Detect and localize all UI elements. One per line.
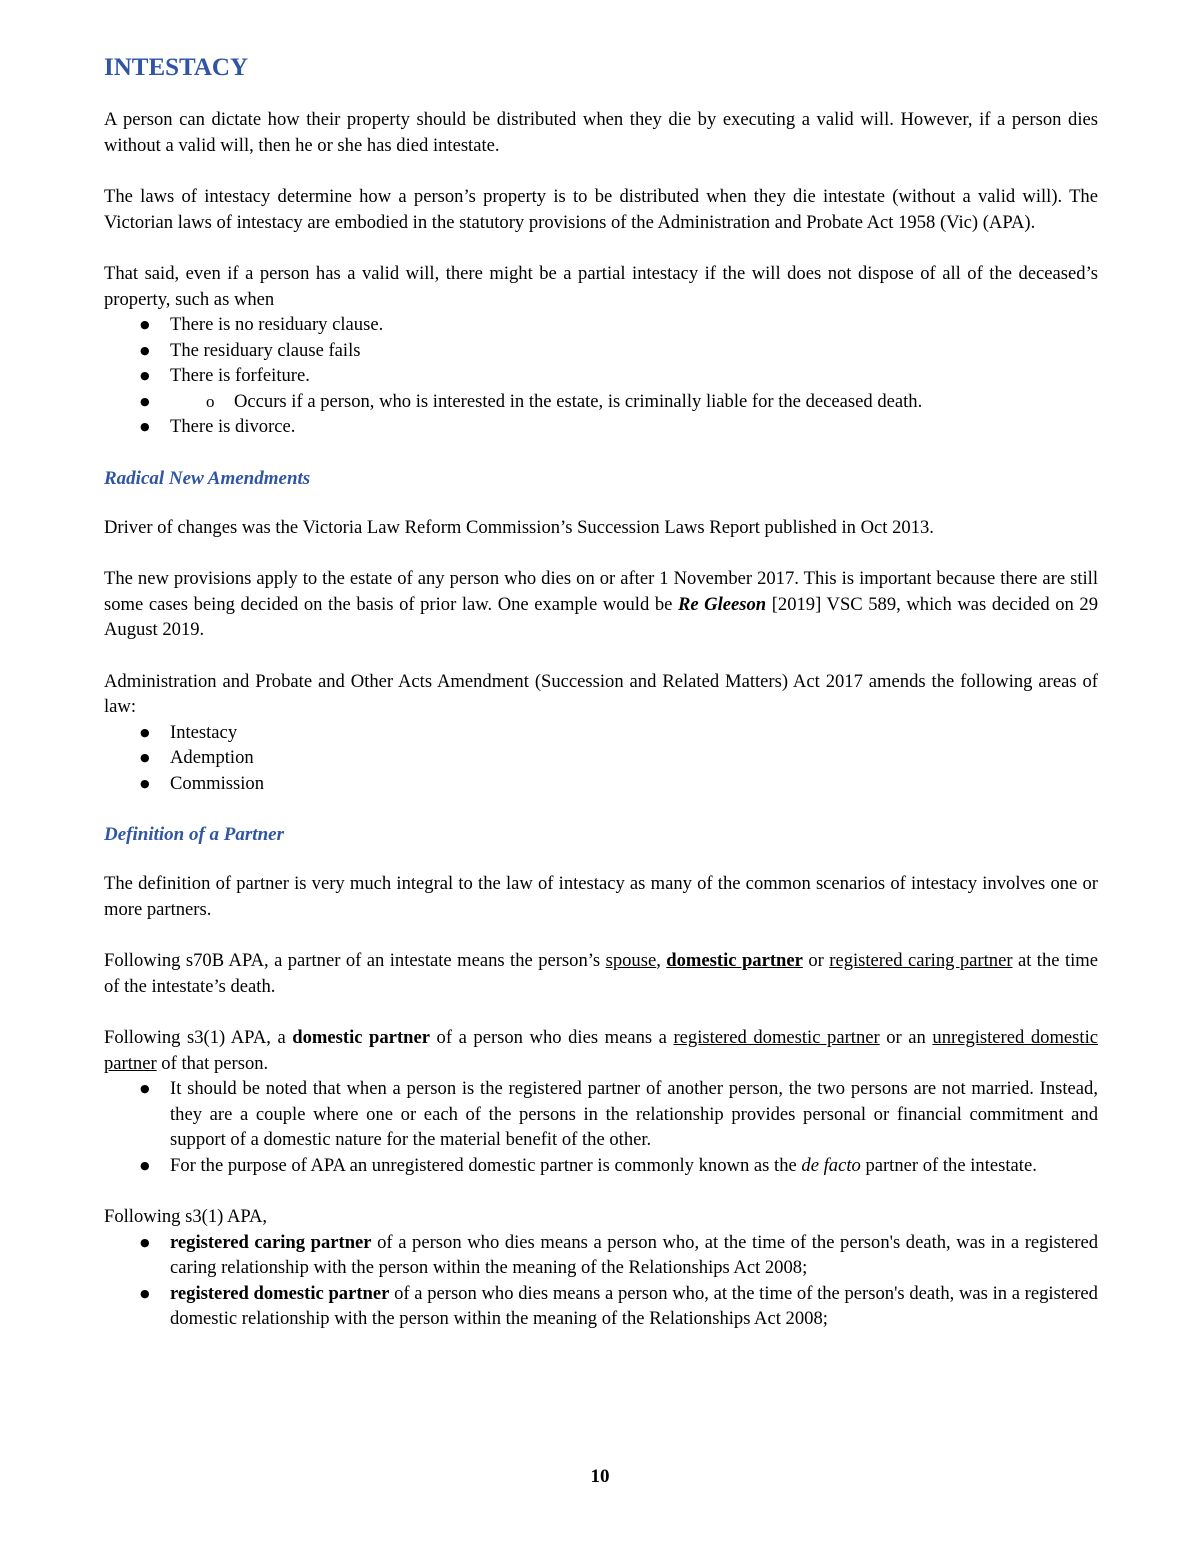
text-run: or an (879, 1027, 933, 1048)
amendments-paragraph-3: Administration and Probate and Other Acts Amendment (Succession and Related Matters) Act 2017 amends the following areas of law: (104, 670, 1098, 717)
list-item: ● Ademption (104, 745, 1098, 771)
text-run: Following s70B APA, a partner of an intestate means the person’s (104, 950, 606, 971)
intro-paragraph-2: The laws of intestacy determine how a person’s property is to be distributed when they die intestate (without a valid will). The Victorian laws of intestacy are embodied in the statutory provisions of the Administration and Probate Act 1958 (Vic) (APA). (104, 186, 1098, 233)
term-registered-domestic-partner: registered domestic partner (170, 1282, 390, 1304)
partner-paragraph-3 (104, 1025, 1098, 1076)
page-number: 10 (590, 1466, 610, 1487)
text-run: at the time of the intestate’s death. (104, 950, 1098, 997)
term-unregistered-domestic-partner: unregistered domestic partner (104, 1027, 1098, 1074)
text-run: [2019] VSC 589, which was decided on 29 August 2019. (104, 593, 1098, 640)
term-domestic-partner: domestic partner (292, 1027, 430, 1048)
list-item: ● There is forfeiture. (104, 363, 1098, 389)
list-item: ● Intestacy (104, 720, 1098, 746)
definitions-list (104, 1230, 1098, 1332)
text-run: of a person who dies means a (429, 1027, 674, 1048)
section-heading-partner: Definition of a Partner (104, 824, 284, 845)
term-registered-caring-partner: registered caring partner (829, 950, 1013, 971)
partner-paragraph-1: The definition of partner is very much integral to the law of intestacy as many of the common scenarios of intestacy involves one or more partners. (104, 873, 1098, 920)
partner-paragraph-4: Following s3(1) APA, (104, 1206, 268, 1227)
areas-of-law-list (104, 720, 1098, 797)
term-domestic-partner: domestic partner (666, 950, 803, 971)
text-run: partner of the intestate. (860, 1154, 1037, 1176)
text-run: The new provisions apply to the estate of any person who dies on or after 1 November 2017. This is important because there are still some cases being decided on the basis of prior law. One example would be (104, 568, 1098, 615)
text-run: or (802, 950, 830, 971)
partial-intestacy-list (104, 312, 1098, 440)
case-name: Re Gleeson (677, 593, 767, 615)
intro-paragraph-3: That said, even if a person has a valid will, there might be a partial intestacy if the will does not dispose of all of the deceased’s property, such as when (104, 263, 1098, 310)
text-run: of that person. (156, 1052, 269, 1074)
text-run: of a person who dies means a person who, at the time of the person's death, was in a registered caring relationship with the person within the meaning of the Relationships Act 2008; (170, 1231, 1098, 1278)
term-registered-caring-partner: registered caring partner (170, 1231, 372, 1253)
list-item: ● The residuary clause fails (104, 338, 1098, 364)
term-registered-domestic-partner: registered domestic partner (673, 1027, 880, 1048)
text-run: For the purpose of APA an unregistered domestic partner is commonly known as the (170, 1154, 802, 1176)
amendments-paragraph-2 (104, 566, 1098, 643)
section-heading-amendments: Radical New Amendments (104, 467, 311, 489)
list-item (104, 1153, 1098, 1179)
list-item (104, 1230, 1098, 1281)
amendments-paragraph-1: Driver of changes was the Victoria Law Reform Commission’s Succession Laws Report published in Oct 2013. (104, 516, 934, 538)
list-item: ● It should be noted that when a person is the registered partner of another person, the two persons are not married. Instead, they are a couple where one or each of the persons in the relationship provides personal or financial commitment and support of a domestic nature for the material benefit of the other. (104, 1076, 1098, 1153)
term-spouse: spouse (605, 950, 657, 971)
intro-paragraph-1: A person can dictate how their property should be distributed when they die by executing a valid will. However, if a person dies without a valid will, then he or she has died intestate. (104, 109, 1098, 156)
list-item: ● Commission (104, 771, 1098, 797)
list-item (104, 1281, 1098, 1332)
list-item: ● There is no residuary clause. (104, 312, 1098, 338)
partner-notes-list (104, 1076, 1098, 1178)
document-page (104, 52, 1098, 1358)
sub-list-item: o ● Occurs if a person, who is interested in the estate, is criminally liable for the deceased death. (104, 389, 1098, 415)
term-de-facto: de facto (801, 1154, 861, 1176)
partner-paragraph-2 (104, 948, 1098, 999)
list-item: ● There is divorce. (104, 414, 1098, 440)
text-run: of a person who dies means a person who, at the time of the person's death, was in a registered domestic relationship with the person within the meaning of the Relationships Act 2008; (170, 1282, 1098, 1329)
page-title: INTESTACY (104, 54, 249, 81)
text-run: , (656, 950, 667, 971)
sub-list-wrapper (104, 389, 1098, 415)
forfeiture-sub-list (104, 389, 1098, 415)
text-run: Following s3(1) APA, a (104, 1027, 293, 1048)
